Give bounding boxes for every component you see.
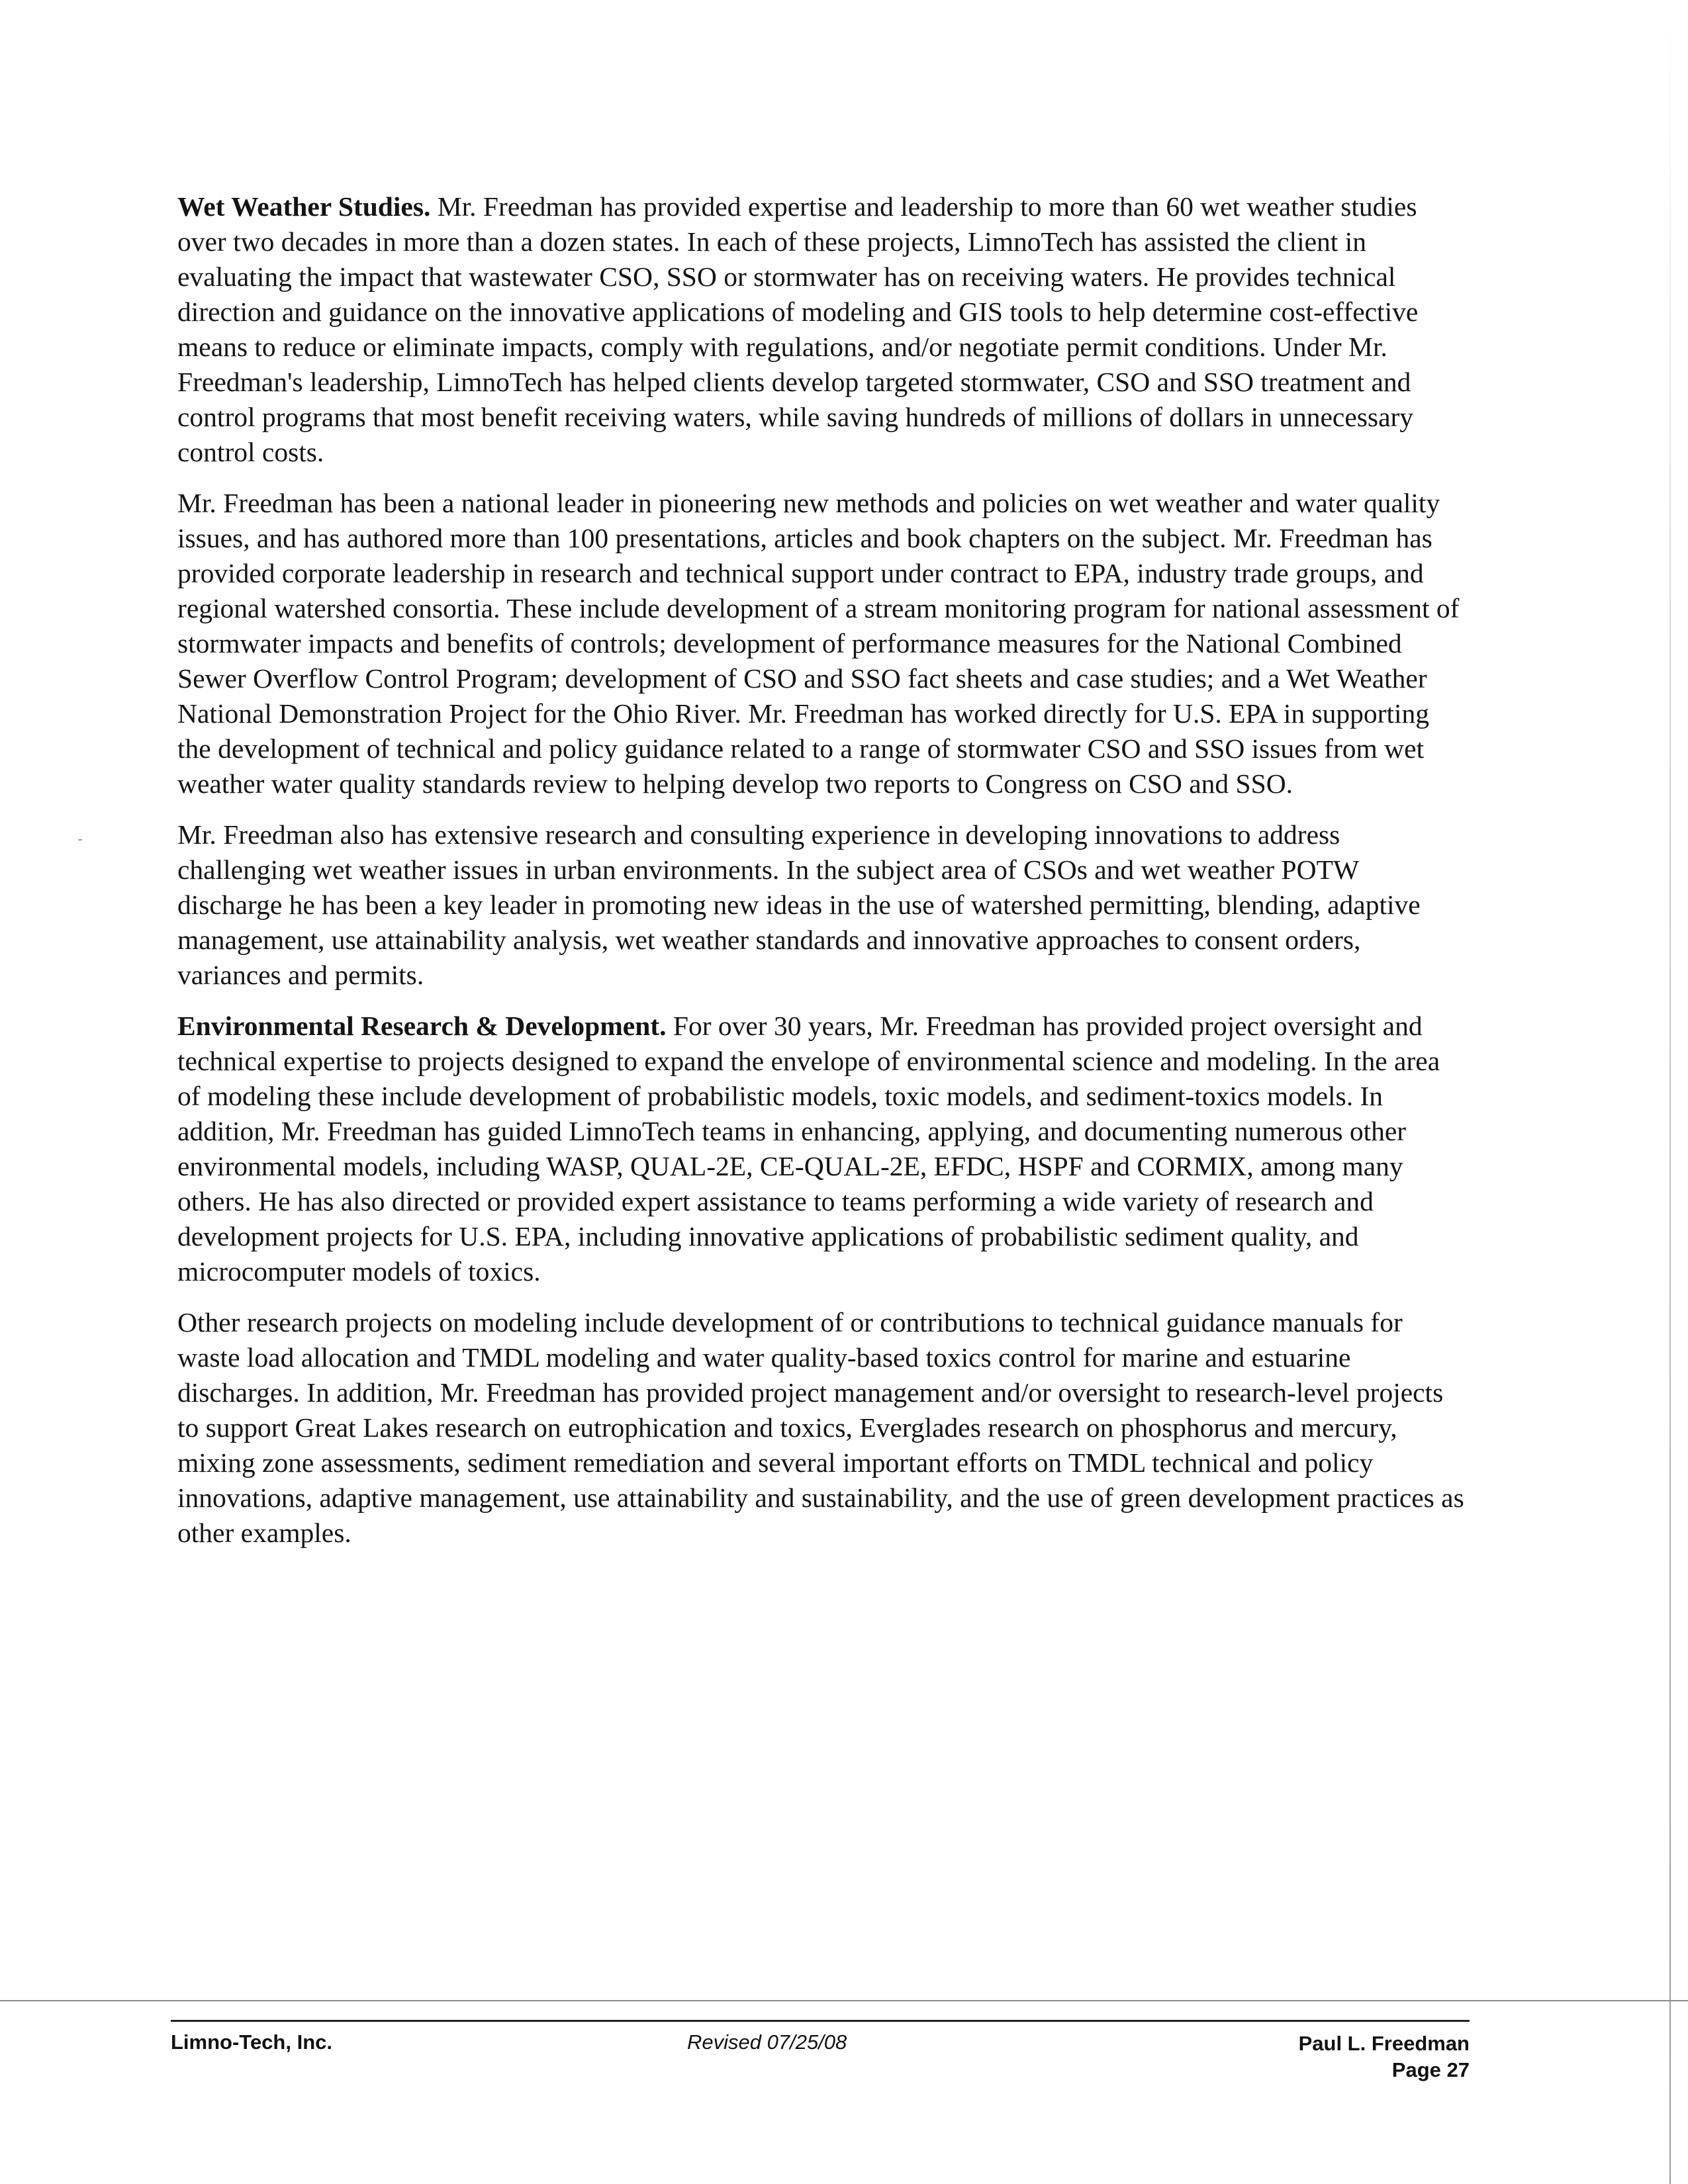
paragraph-text: Other research projects on modeling include development of or contributions to technical guidance manuals for waste load allocation and TMDL modeling and water quality-based toxics control for marine and estuarine discharges. In addition, Mr. Freedman has provided project management and/or oversight to research-level projects to support Great Lakes research on eutrophication and toxics, Everglades research on phosphorus and mercury, mixing zone assessments, sediment remediation and several important efforts on TMDL technical and policy innovations, adaptive management, use attainability and sustainability, and the use of green development practices as other examples.	[177, 1307, 1464, 1548]
footer-author: Paul L. Freedman	[1298, 2032, 1470, 2055]
scan-mark-artifact	[78, 839, 82, 841]
paragraph-text: Mr. Freedman has provided expertise and leadership to more than 60 wet weather studies over two decades in more than a dozen states. In each of these projects, LimnoTech has assisted the client in evaluating the impact that wastewater CSO, SSO or stormwater has on receiving waters. He provides technical direction and guidance on the innovative applications of modeling and GIS tools to help determine cost-effective means to reduce or eliminate impacts, comply with regulations, and/or negotiate permit conditions. Under Mr. Freedman's leadership, LimnoTech has helped clients develop targeted stormwater, CSO and SSO treatment and control programs that most benefit receiving waters, while saving hundreds of millions of dollars in unnecessary control costs.	[177, 191, 1419, 467]
paragraph-environmental-research	[177, 1009, 1468, 1289]
footer-rule	[171, 2020, 1470, 2022]
paragraph-lead: Environmental Research & Development.	[177, 1011, 667, 1041]
paragraph-lead: Wet Weather Studies.	[177, 191, 431, 222]
body-text	[177, 189, 1468, 1567]
paragraph-text: Mr. Freedman has been a national leader in pioneering new methods and policies on wet weather and water quality issues, and has authored more than 100 presentations, articles and book chapters on the subject. Mr. Freedman has provided corporate leadership in research and technical support under contract to EPA, industry trade groups, and regional watershed consortia. These include development of a stream monitoring program for national assessment of stormwater impacts and benefits of controls; development of performance measures for the National Combined Sewer Overflow Control Program; development of CSO and SSO fact sheets and case studies; and a Wet Weather National Demonstration Project for the Ohio River. Mr. Freedman has worked directly for U.S. EPA in supporting the development of technical and policy guidance related to a range of stormwater CSO and SSO issues from wet weather water quality standards review to helping develop two reports to Congress on CSO and SSO.	[177, 488, 1460, 799]
paragraph-research-consulting	[177, 817, 1468, 993]
paragraph-text: Mr. Freedman also has extensive research and consulting experience in developing innovations to address challenging wet weather issues in urban environments. In the subject area of CSOs and wet weather POTW discharge he has been a key leader in promoting new ideas in the use of watershed permitting, blending, adaptive management, use attainability analysis, wet weather standards and innovative approaches to consent orders, variances and permits.	[177, 819, 1421, 990]
paragraph-national-leader	[177, 486, 1468, 801]
scan-edge-artifact	[1669, 0, 1671, 2184]
page-footer	[171, 2020, 1470, 2079]
scan-line-artifact	[0, 2000, 1688, 2001]
paragraph-text: For over 30 years, Mr. Freedman has provided project oversight and technical expertise to projects designed to expand the envelope of environmental science and modeling. In the area of modeling these include development of probabilistic models, toxic models, and sediment-toxics models. In addition, Mr. Freedman has guided LimnoTech teams in enhancing, applying, and documenting numerous other environmental models, including WASP, QUAL-2E, CE-QUAL-2E, EFDC, HSPF and CORMIX, among many others. He has also directed or provided expert assistance to teams performing a wide variety of research and development projects for U.S. EPA, including innovative applications of probabilistic sediment quality, and microcomputer models of toxics.	[177, 1011, 1440, 1287]
footer-page-number: Page 27	[1391, 2058, 1470, 2081]
paragraph-other-research	[177, 1305, 1468, 1551]
footer-company: Limno-Tech, Inc.	[171, 2030, 332, 2054]
footer-revised-date: Revised 07/25/08	[687, 2030, 847, 2054]
paragraph-wet-weather-studies	[177, 189, 1468, 470]
footer-author-page	[1299, 2030, 1470, 2083]
